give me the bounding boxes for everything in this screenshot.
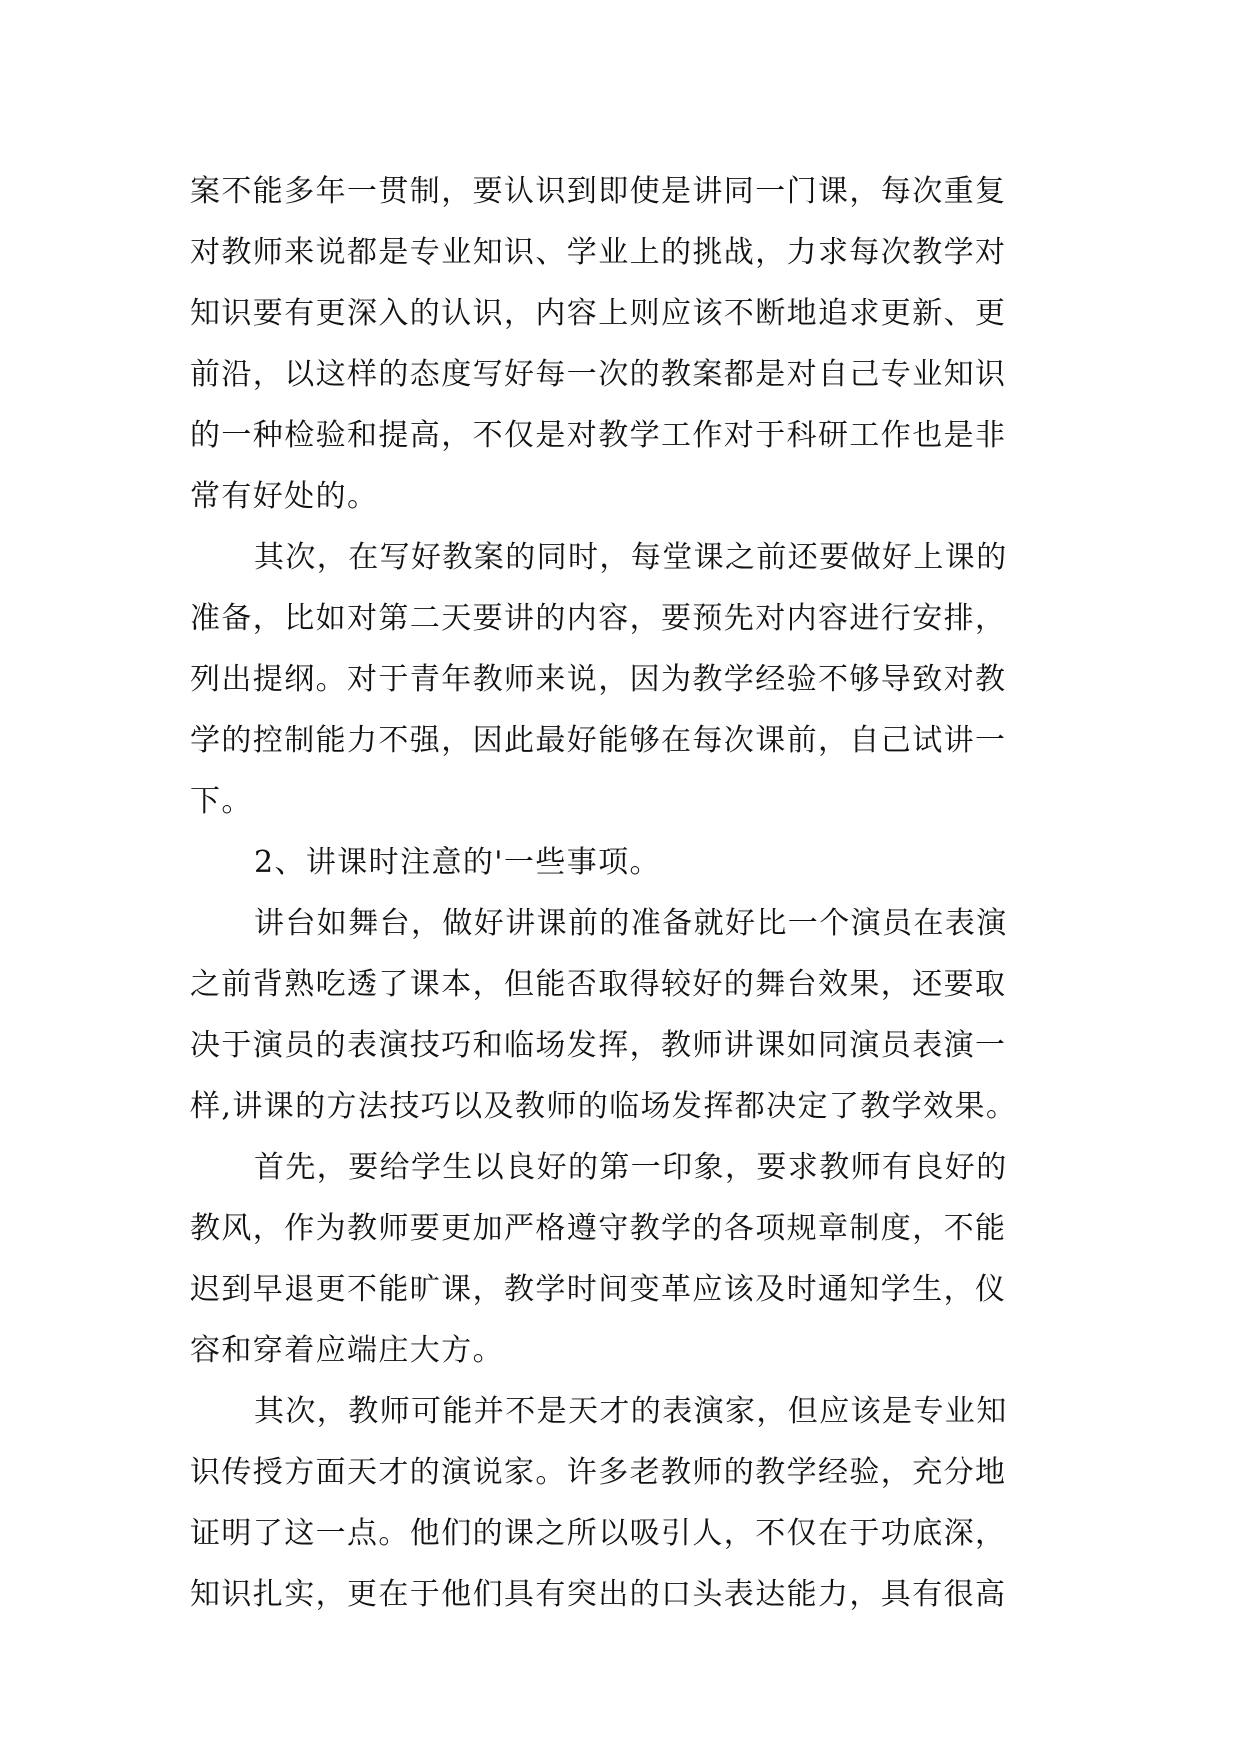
text-line: 知识扎实，更在于他们具有突出的口头表达能力，具有很高: [190, 1577, 1007, 1612]
paragraph-start-line: 首先，要给学生以良好的第一印象，要求教师有良好的: [254, 1150, 1008, 1185]
text-line: 证明了这一点。他们的课之所以吸引人，不仅在于功底深，: [190, 1516, 1007, 1551]
text-line: 迟到早退更不能旷课，教学时间变革应该及时通知学生，仪: [190, 1272, 1007, 1307]
paragraph-start-line: 其次，在写好教案的同时，每堂课之前还要做好上课的: [254, 540, 1008, 575]
text-line: 容和穿着应端庄大方。: [190, 1333, 504, 1368]
text-line: 之前背熟吃透了课本，但能否取得较好的舞台效果，还要取: [190, 967, 1007, 1002]
text-line: 常有好处的。: [190, 479, 379, 514]
text-line: 学的控制能力不强，因此最好能够在每次课前，自己试讲一: [190, 723, 1007, 758]
text-line: 的一种检验和提高，不仅是对教学工作对于科研工作也是非: [190, 418, 1007, 453]
text-line: 教风，作为教师要更加严格遵守教学的各项规章制度，不能: [190, 1211, 1007, 1246]
body-text: [190, 161, 1050, 1625]
text-line: 前沿，以这样的态度写好每一次的教案都是对自己专业知识: [190, 357, 1007, 392]
text-line: 决于演员的表演技巧和临场发挥，教师讲课如同演员表演一: [190, 1028, 1007, 1063]
text-line: 下。: [190, 784, 253, 819]
text-line: 识传授方面天才的演说家。许多老教师的教学经验，充分地: [190, 1455, 1007, 1490]
text-line: 列出提纲。对于青年教师来说，因为教学经验不够导致对教: [190, 662, 1007, 697]
text-line: 知识要有更深入的认识，内容上则应该不断地追求更新、更: [190, 296, 1007, 331]
text-line: 样,讲课的方法技巧以及教师的临场发挥都决定了教学效果。: [190, 1089, 1018, 1124]
text-line: 对教师来说都是专业知识、学业上的挑战，力求每次教学对: [190, 235, 1007, 270]
paragraph-start-line: 讲台如舞台，做好讲课前的准备就好比一个演员在表演: [254, 906, 1008, 941]
section-heading: 2、讲课时注意的'一些事项。: [254, 845, 661, 880]
text-line: 准备，比如对第二天要讲的内容，要预先对内容进行安排，: [190, 601, 1007, 636]
text-line: 案不能多年一贯制，要认识到即使是讲同一门课，每次重复: [190, 174, 1007, 209]
paragraph-start-line: 其次，教师可能并不是天才的表演家，但应该是专业知: [254, 1394, 1008, 1429]
